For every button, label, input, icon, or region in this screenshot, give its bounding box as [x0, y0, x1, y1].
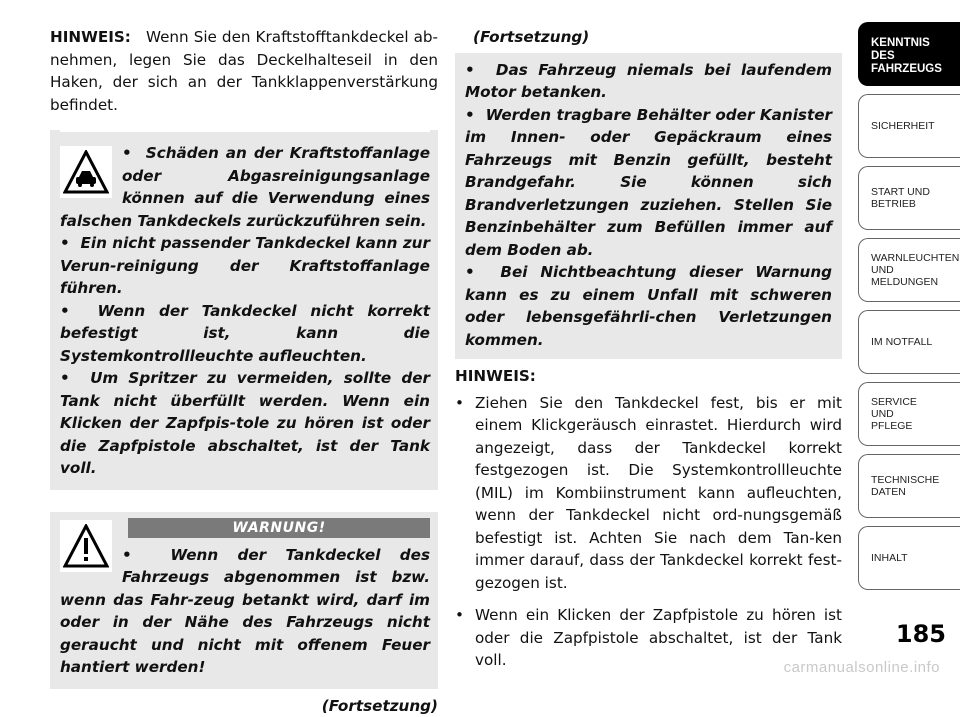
caution-bullet: • Ein nicht passender Tankdeckel kann zur Verun-reinigung der Kraftstoffanlage führen. — [60, 232, 430, 300]
watermark: carmanualsonline.info — [784, 659, 940, 676]
tab-service-und-pflege[interactable]: SERVICE UND PFLEGE — [858, 382, 960, 446]
caution-bullet: • Um Spritzer zu vermeiden, sollte der Tank nicht überfüllt werden. Wenn ein Klicken der Zapfpis-tole zu hören ist oder die Zapfpistole abschaltet, ist der Tank voll. — [60, 367, 430, 480]
tab-im-notfall[interactable]: IM NOTFALL — [858, 310, 960, 374]
warning-title: WARNUNG! — [128, 518, 430, 538]
warning-bullet: • Werden tragbare Behälter oder Kanister im Innen- oder Gepäckraum eines Fahrzeugs mit Benzin gefüllt, besteht Brandgefahr. Sie können sich Brandverletzungen zuziehen. Stellen Sie Benzinbehälter zum Befüllen immer auf dem Boden ab. — [465, 104, 832, 262]
note-paragraph — [50, 26, 438, 116]
continued-label: (Fortsetzung) — [50, 695, 438, 717]
warning-icon — [60, 520, 112, 572]
note-list — [455, 392, 842, 672]
warning-bullet: • Bei Nichtbeachtung dieser Warnung kann es zu einem Unfall mit schweren oder lebensgefährli-chen Verletzungen kommen. — [465, 261, 832, 351]
list-item: • Ziehen Sie den Tankdeckel fest, bis er mit einem Klickgeräusch einrastet. Hierdurch wird angezeigt, dass der Tankdeckel korrekt festgezogen ist. Die Systemkontrollleuchte (MIL) im Kombiinstrument kann aufleuchten, wenn der Tankdeckel nicht ord-nungsgemäß befestigt ist. Achten Sie nach dem Tan-ken immer darauf, dass der Tankdeckel korrekt fest-gezogen ist. — [455, 392, 842, 595]
tab-technische-daten[interactable]: TECHNISCHE DATEN — [858, 454, 960, 518]
warning-continued-box — [455, 53, 842, 360]
note-text: Wenn Sie den Kraftstofftankdeckel ab-nehmen, legen Sie das Deckelhalteseil in den Haken, der sich an der Tankklappenverstärkung befindet. — [50, 28, 438, 114]
right-column — [455, 26, 842, 682]
caution-box — [50, 130, 438, 490]
note-heading: HINWEIS: — [455, 365, 842, 388]
page-number: 185 — [896, 620, 946, 648]
tab-kenntnis-des-fahrzeugs[interactable]: KENNTNIS DES FAHRZEUGS — [858, 22, 960, 86]
left-column — [50, 26, 438, 717]
warning-box — [50, 512, 438, 689]
list-item: • Wenn ein Klicken der Zapfpistole zu hören ist oder die Zapfpistole abschaltet, ist der Tank voll. — [455, 604, 842, 672]
chapter-tabs — [858, 22, 960, 598]
tab-start-und-betrieb[interactable]: START UND BETRIEB — [858, 166, 960, 230]
note-label: HINWEIS: — [50, 28, 131, 46]
caution-bullet: • Schäden an der Kraftstoffanlage oder Abgasreinigungsanlage können auf die Verwendung eines falschen Tankdeckels zurückzuführen sein. — [60, 142, 430, 232]
tab-inhalt[interactable]: INHALT — [858, 526, 960, 590]
tab-warnleuchten[interactable]: WARNLEUCHTEN UND MELDUNGEN — [858, 238, 960, 302]
caution-bullet: • Wenn der Tankdeckel nicht korrekt befestigt ist, kann die Systemkontrollleuchte aufleuchten. — [60, 300, 430, 368]
warning-bullet: • Das Fahrzeug niemals bei laufendem Motor betanken. — [465, 59, 832, 104]
continued-top-label: (Fortsetzung) — [473, 26, 842, 49]
warning-text: • Wenn der Tankdeckel des Fahrzeugs abgenommen ist bzw. wenn das Fahr-zeug betankt wird, darf im oder in der Nähe des Fahrzeugs nicht geraucht und nicht mit offenem Feuer hantiert werden! — [60, 544, 430, 679]
tab-sicherheit[interactable]: SICHERHEIT — [858, 94, 960, 158]
car-caution-icon — [60, 146, 112, 198]
